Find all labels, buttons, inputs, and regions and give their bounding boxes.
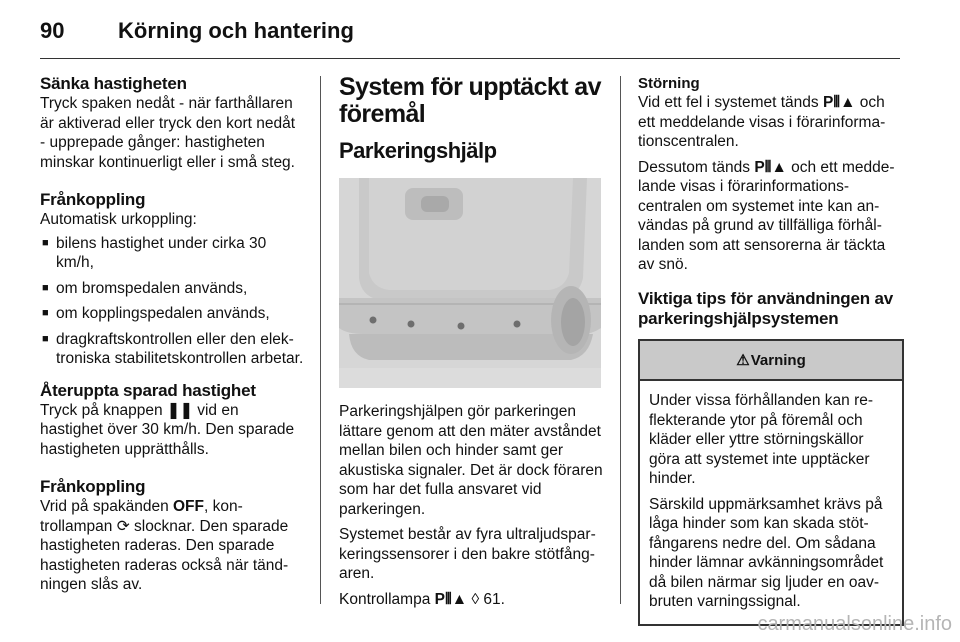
bullet-icon: ■: [42, 281, 49, 294]
parking-assist-icon: P⦀▲: [822, 94, 856, 111]
lower-speed-text: Tryck spaken nedåt - när farthållaren är aktiverad eller tryck den kort nedåt - upprepade gånger: hastigheten minskar kontinuerligt eller i små steg.: [40, 95, 296, 171]
warning-body: [640, 381, 902, 624]
watermark: carmanualsonline.info: [757, 613, 952, 635]
cruise-control-icon: ⟳: [116, 517, 130, 535]
section-heading-fault: Störning: [638, 75, 700, 92]
list-item: ■ om bromspedalen används,: [42, 279, 248, 297]
warning-header: [640, 341, 902, 382]
list-item: ■ dragkraftskontrollen eller den elektroniska stabilitetskontrollen arbetar.: [42, 330, 304, 367]
disengage-text: Vrid på spakänden OFF, kontrollampan ⟳ slocknar. Den sparade hastigheten raderas. Den sparade hastigheten raderas också när tändningen slås av.: [40, 498, 289, 593]
section-heading-tips: Viktiga tips för användningen av parkeringshjälpsystemen: [638, 288, 893, 328]
main-heading: System för upptäckt av föremål: [339, 73, 601, 128]
section-heading-lower-speed: Sänka hastigheten: [40, 74, 187, 93]
column-3: [638, 74, 904, 626]
list-item: ■ om kopplingspedalen används,: [42, 305, 270, 322]
bullet-icon: ■: [42, 236, 49, 249]
pause-icon: ❚❚: [166, 401, 193, 419]
column-2: [339, 74, 605, 615]
parking-assist-icon: P⦀▲: [434, 590, 468, 608]
page-title: Körning och hantering: [118, 18, 354, 43]
parking-assist-p2: Systemet består av fyra ultraljudsparkeringssensorer i den bakre stötfångaren.: [339, 526, 596, 582]
parking-assist-p3: Kontrollampa P⦀▲ ◊ 61.: [339, 590, 505, 608]
disengage-list: [40, 234, 304, 369]
fault-text-2: Dessutom tänds P⦀▲ och ett meddelande visas i förarinformationscentralen om systemet inte kan användas på grund av tillfälliga förhållanden som att sensorerna är täckta av snö.: [638, 158, 895, 273]
column-divider-1: [320, 76, 321, 604]
warning-title: Varning: [750, 351, 806, 369]
warning-icon: ⚠: [736, 351, 750, 369]
warning-box: [638, 339, 904, 626]
auto-disengage-intro: Automatisk urkoppling:: [40, 211, 197, 228]
page-header: [40, 14, 920, 48]
fault-text-1: Vid ett fel i systemet tänds P⦀▲ och ett meddelande visas i förarinformationscentralen.: [638, 94, 886, 150]
rear-bumper-photo: [339, 178, 601, 388]
page-reference-link[interactable]: ◊ 61.: [467, 590, 505, 608]
bullet-icon: ■: [42, 332, 49, 345]
section-heading-disengage: Frånkoppling: [40, 190, 146, 209]
column-divider-2: [620, 76, 621, 604]
sub-heading: Parkeringshjälp: [339, 138, 497, 163]
warning-text-1: Under vissa förhållanden kan reflekterande ytor på föremål och kläder eller yttre störningskällor göra att systemet inte upptäcker hinder.: [649, 392, 874, 487]
section-heading-resume: Återuppta sparad hastighet: [40, 380, 256, 400]
section-heading-disengage-2: Frånkoppling: [40, 477, 146, 496]
list-item: ■ bilens hastighet under cirka 30 km/h,: [42, 234, 267, 271]
bullet-icon: ■: [42, 307, 49, 319]
page-number: 90: [40, 18, 65, 43]
warning-text-2: Särskild uppmärksamhet krävs på låga hinder som kan skada stötfångarens nedre del. Om sådana hinder lämnar avkänningsområdet då bilen närmar sig ljuder en oavbruten varningssignal.: [649, 495, 884, 610]
resume-text: Tryck på knappen ❚❚ vid en hastighet över 30 km/h. Den sparade hastigheten upprätthålls.: [40, 401, 295, 458]
column-1: [40, 74, 304, 601]
header-rule: [40, 58, 900, 59]
parking-assist-p1: Parkeringshjälpen gör parkeringen lättare genom att den mäter avståndet mellan bilen och hinder samt ger akustiska signaler. Det är dock föraren som har det fulla ansvaret vid parkeringen.: [339, 403, 603, 518]
parking-assist-icon: P⦀▲: [754, 158, 787, 176]
